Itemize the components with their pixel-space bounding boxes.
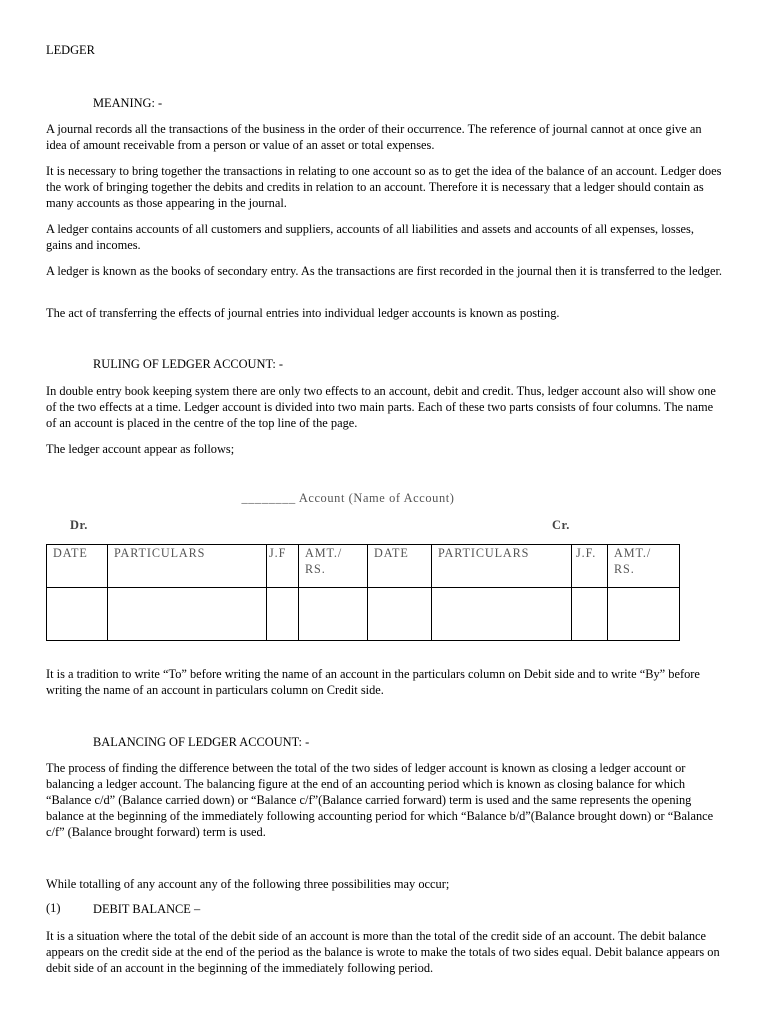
balancing-paragraph: The process of finding the difference between the total of the two sides of ledger account is known as closing a ledger account or balancing a ledger account. The balancing figure at the end of an accounting period which is known as closing balance for which “Balance c/d” (Balance carried down) or “Balance c/f”(Balance carried forward) term is used and the same represents the opening balance at the beginning of the immediately following accounting period for which “Balance b/d”(Balance brought down) or “Balance c/f” (Balance brought forward) term is used. — [46, 761, 714, 839]
ledger-body-row — [47, 588, 680, 641]
ruling-heading: RULING OF LEDGER ACCOUNT: - — [93, 357, 284, 371]
ledger-account-table — [46, 544, 680, 641]
debit-balance-heading: DEBIT BALANCE – — [93, 902, 201, 916]
meaning-paragraph-5: The act of transferring the effects of journal entries into individual ledger accounts is known as posting. — [46, 306, 560, 320]
header-particulars-credit: PARTICULARS — [432, 545, 572, 588]
table-cell — [608, 588, 680, 641]
table-cell — [267, 588, 299, 641]
ledger-header-row — [47, 545, 680, 588]
table-cell — [572, 588, 608, 641]
meaning-paragraph-2: It is necessary to bring together the transactions in relating to one account so as to get the idea of the balance of an account. Ledger does the work of bringing together the debits and credits in relation to an account. Therefore it is necessary that a ledger should contain as many accounts as those appearing in the journal. — [46, 164, 722, 210]
meaning-heading: MEANING: - — [93, 96, 163, 110]
header-amount-credit: AMT./ RS. — [608, 545, 680, 588]
debit-balance-paragraph: It is a situation where the total of the debit side of an account is more than the total of the credit side of an account. The debit balance appears on the credit side at the end of the period as the balance is wrote to make the totals of two sides equal. Debit balance appears on debit side of an account in the beginning of the immediately following period. — [46, 929, 720, 975]
tradition-paragraph: It is a tradition to write “To” before writing the name of an account in the particulars column on Debit side and to write “By” before writing the name of an account in particulars column on Credit side. — [46, 667, 700, 697]
header-jf-credit: J.F. — [572, 545, 608, 588]
debit-balance-number: (1) — [46, 901, 61, 915]
header-jf-debit: J.F — [267, 545, 299, 588]
header-date-credit: DATE — [368, 545, 432, 588]
balancing-heading: BALANCING OF LEDGER ACCOUNT: - — [93, 735, 310, 749]
header-date-debit: DATE — [47, 545, 108, 588]
table-cell — [47, 588, 108, 641]
ruling-paragraph-2: The ledger account appear as follows; — [46, 442, 235, 456]
table-cell — [108, 588, 267, 641]
meaning-paragraph-3: A ledger contains accounts of all customers and suppliers, accounts of all liabilities and assets and accounts of all expenses, losses, gains and incomes. — [46, 222, 694, 252]
table-cell — [299, 588, 368, 641]
meaning-paragraph-1: A journal records all the transactions of the business in the order of their occurrence. The reference of journal cannot at once give an idea of amount receivable from a person or value of an asset or total expenses. — [46, 122, 702, 152]
cr-label: Cr. — [552, 518, 570, 532]
header-amount-debit: AMT./ RS. — [299, 545, 368, 588]
ruling-paragraph-1: In double entry book keeping system there are only two effects to an account, debit and credit. Thus, ledger account also will show one of the two effects at a time. Ledger account is divided into two main parts. Each of these two parts consists of four columns. The name of an account is placed in the centre of the top line of the page. — [46, 384, 716, 430]
totalling-paragraph: While totalling of any account any of the following three possibilities may occur; — [46, 877, 450, 891]
meaning-paragraph-4: A ledger is known as the books of secondary entry. As the transactions are first recorded in the journal then it is transferred to the ledger. — [46, 264, 723, 278]
header-particulars-debit: PARTICULARS — [108, 545, 267, 588]
account-caption: ________ Account (Name of Account) — [241, 491, 455, 505]
table-cell — [432, 588, 572, 641]
dr-label: Dr. — [70, 518, 88, 532]
doc-title: LEDGER — [46, 43, 95, 57]
table-cell — [368, 588, 432, 641]
